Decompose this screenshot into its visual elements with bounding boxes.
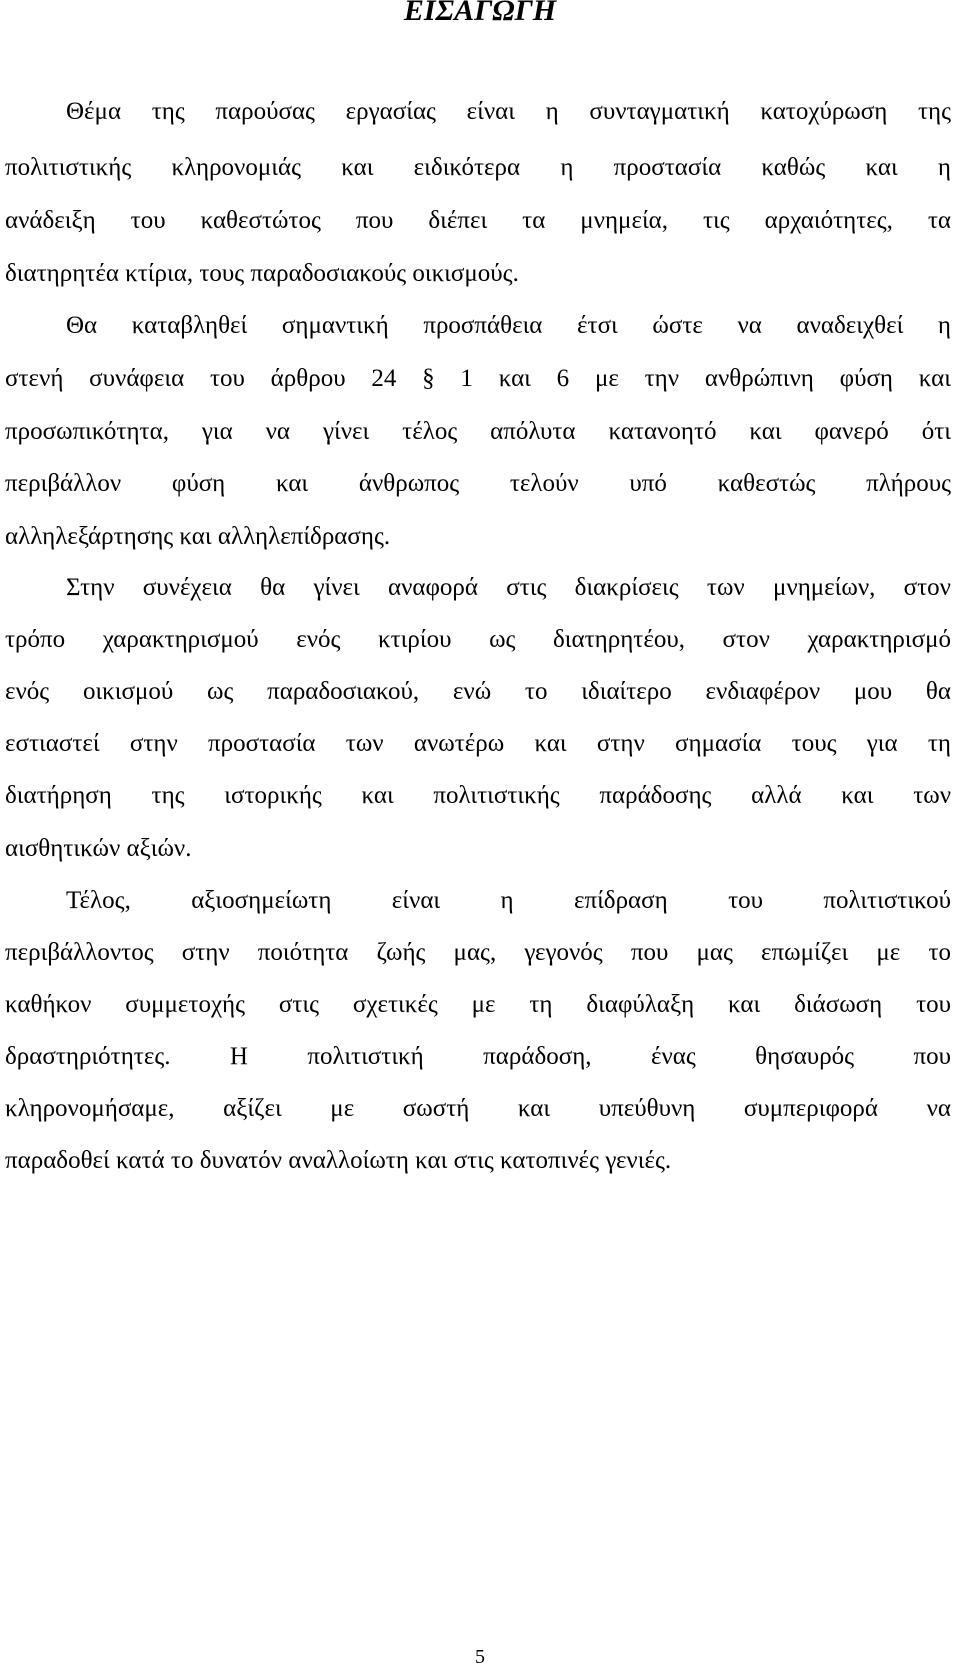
text-line: διατηρητέα κτίρια, τους παραδοσιακούς οικισμούς.	[5, 260, 519, 287]
text-line: διατήρηση της ιστορικής και πολιτιστικής παράδοσης αλλά και των	[5, 782, 951, 809]
text-line: περιβάλλοντος στην ποιότητα ζωής μας, γεγονός που μας επωμίζει με το	[5, 939, 951, 966]
text-line: καθήκον συμμετοχής στις σχετικές με τη διαφύλαξη και διάσωση του	[5, 991, 951, 1018]
page-title: ΕΙΣΑΓΩΓΗ	[403, 0, 557, 27]
text-line: Θέμα της παρούσας εργασίας είναι η συνταγματική κατοχύρωση της	[66, 98, 951, 125]
text-line: Θα καταβληθεί σημαντική προσπάθεια έτσι ώστε να αναδειχθεί η	[66, 312, 951, 339]
text-line: ανάδειξη του καθεστώτος που διέπει τα μνημεία, τις αρχαιότητες, τα	[5, 207, 951, 234]
text-line: στενή συνάφεια του άρθρου 24 § 1 και 6 με την ανθρώπινη φύση και	[5, 365, 951, 392]
text-line: Τέλος, αξιοσημείωτη είναι η επίδραση του πολιτιστικού	[66, 887, 951, 914]
text-line: πολιτιστικής κληρονομιάς και ειδικότερα η προστασία καθώς και η	[5, 154, 951, 181]
text-line: κληρονομήσαμε, αξίζει με σωστή και υπεύθυνη συμπεριφορά να	[5, 1095, 951, 1122]
text-line: περιβάλλον φύση και άνθρωπος τελούν υπό καθεστώς πλήρους	[5, 470, 951, 497]
text-line: ενός οικισμού ως παραδοσιακού, ενώ το ιδιαίτερο ενδιαφέρον μου θα	[5, 678, 951, 705]
text-line: δραστηριότητες. Η πολιτιστική παράδοση, ένας θησαυρός που	[5, 1043, 951, 1070]
text-line: αισθητικών αξιών.	[5, 835, 192, 862]
text-line: αλληλεξάρτησης και αλληλεπίδρασης.	[5, 523, 391, 550]
text-line: Στην συνέχεια θα γίνει αναφορά στις διακρίσεις των μνημείων, στον	[66, 574, 951, 601]
text-line: τρόπο χαρακτηρισμού ενός κτιρίου ως διατηρητέου, στον χαρακτηρισμό	[5, 626, 951, 653]
text-line: παραδοθεί κατά το δυνατόν αναλλοίωτη και στις κατοπινές γενιές.	[5, 1147, 672, 1174]
page-number: 5	[475, 1646, 485, 1668]
text-line: προσωπικότητα, για να γίνει τέλος απόλυτα κατανοητό και φανερό ότι	[5, 418, 951, 445]
text-line: εστιαστεί στην προστασία των ανωτέρω και στην σημασία τους για τη	[5, 730, 951, 757]
